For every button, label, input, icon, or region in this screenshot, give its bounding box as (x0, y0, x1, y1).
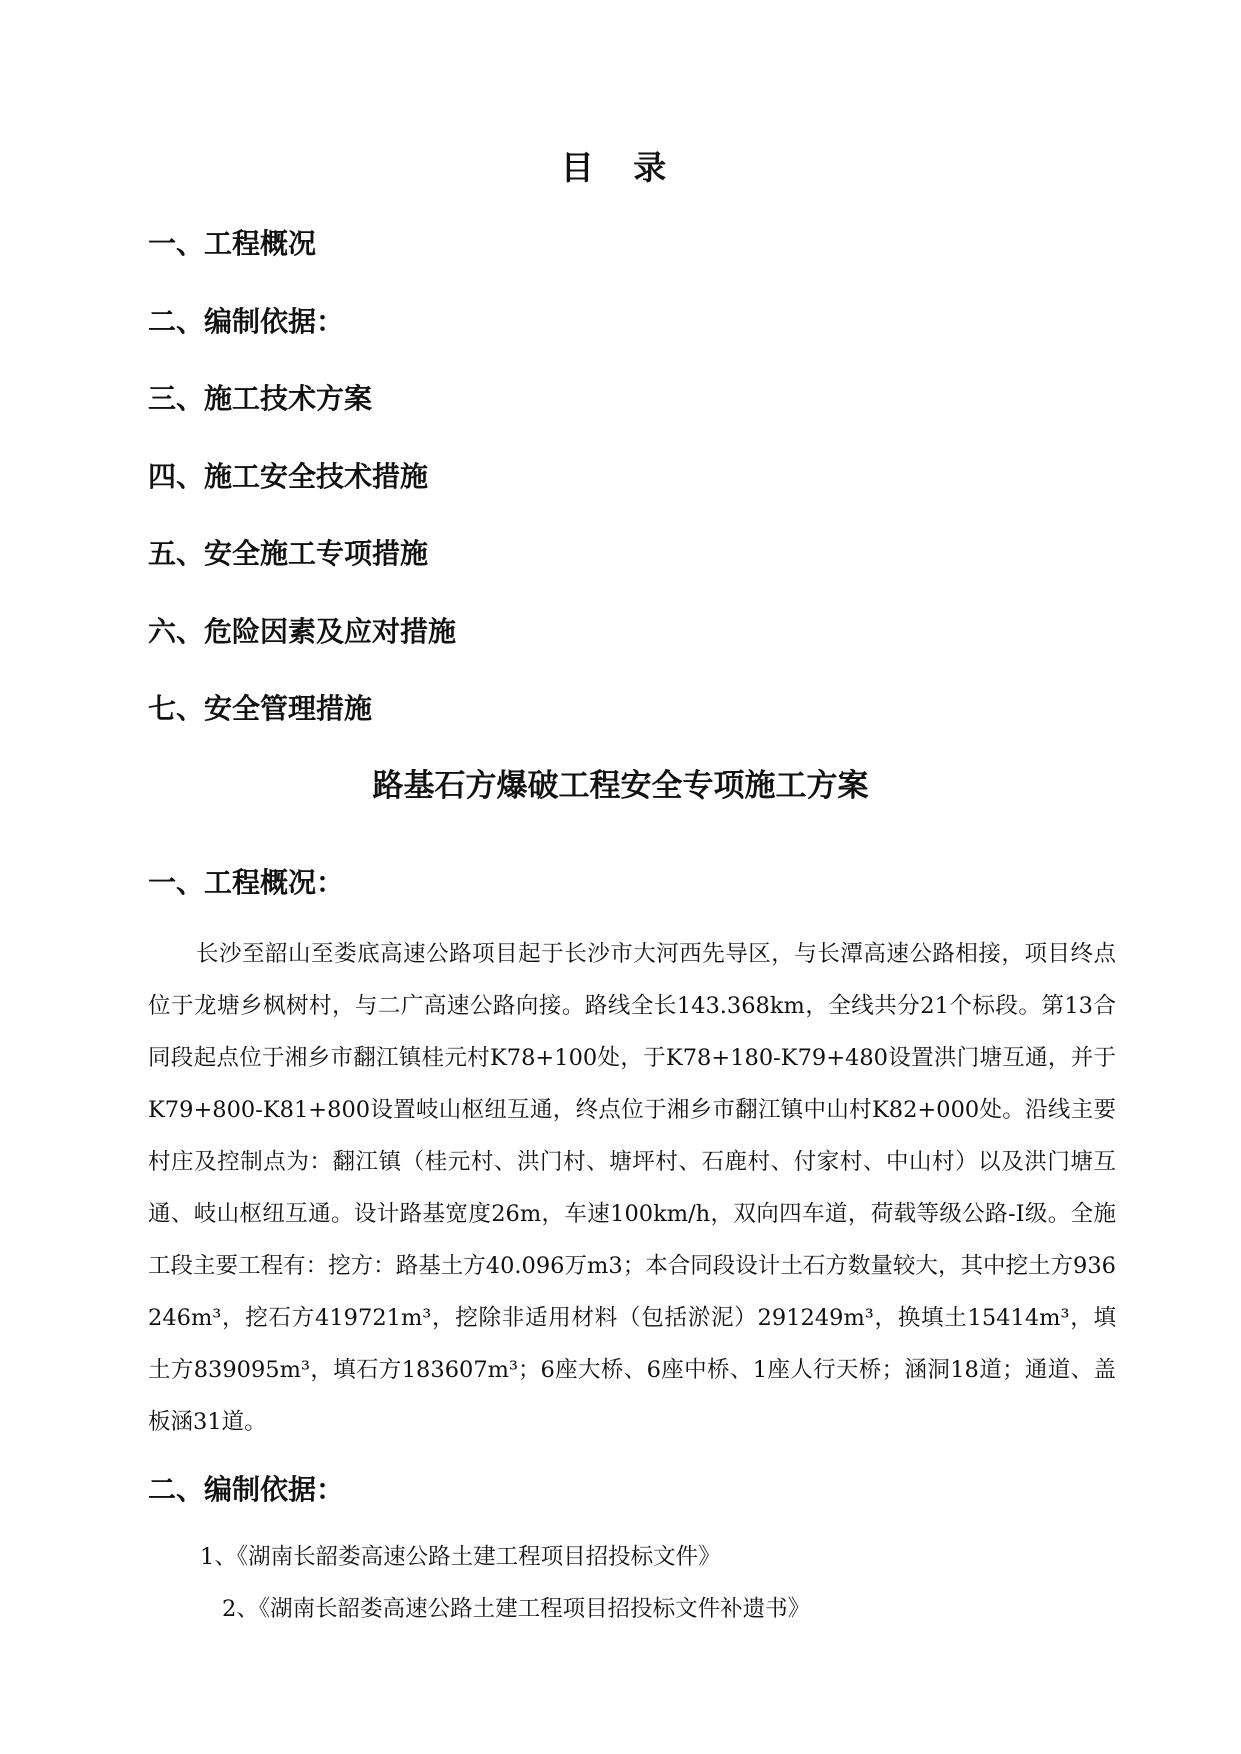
toc-item: 七、安全管理措施 (148, 692, 373, 725)
reference-item: 2、《湖南长韶娄高速公路土建工程项目招投标文件补遗书》 (222, 1596, 811, 1622)
document-title: 路基石方爆破工程安全专项施工方案 (372, 768, 869, 804)
section-heading-basis: 二、编制依据： (148, 1473, 345, 1506)
reference-item: 1、《湖南长韶娄高速公路土建工程项目招投标文件》 (200, 1544, 721, 1570)
toc-item: 一、工程概况 (148, 227, 317, 260)
section-heading-project-overview: 一、工程概况： (148, 866, 345, 899)
toc-item: 四、施工安全技术措施 (148, 459, 429, 493)
project-overview-paragraph: 长沙至韶山至娄底高速公路项目起于长沙市大河西先导区，与长潭高速公路相接，项目终点位于龙塘乡枫树村，与二广高速公路向接。路线全长143.368km，全线共分21个标段。第13合同段起点位于湘乡市翻江镇桂元村K78+100处，于K78+180-K79+480设置洪门塘互通，并于K79+800-K81+800设置岐山枢纽互通，终点位于湘乡市翻江镇中山村K82+000处。沿线主要村庄及控制点为：翻江镇（桂元村、洪门村、塘坪村、石鹿村、付家村、中山村）以及洪门塘互通、岐山枢纽互通。设计路基宽度26m，车速100km/h，双向四车道，荷载等级公路-I级。全施工段主要工程有：挖方：路基土方40.096万m3；本合同段设计土石方数量较大，其中挖土方936246m³，挖石方419721m³，挖除非适用材料（包括淤泥）291249m³，换填土15414m³，填土方839095m³，填石方183607m³；6座大桥、6座中桥、1座人行天桥；涵洞18道；通道、盖板涵31道。 (148, 941, 1116, 1435)
table-of-contents (148, 224, 456, 767)
toc-title: 目 录 (560, 148, 681, 187)
toc-item: 三、施工技术方案 (148, 382, 373, 415)
toc-item: 二、编制依据： (148, 304, 345, 338)
toc-item: 五、安全施工专项措施 (148, 537, 429, 570)
toc-item: 六、危险因素及应对措施 (148, 614, 457, 648)
